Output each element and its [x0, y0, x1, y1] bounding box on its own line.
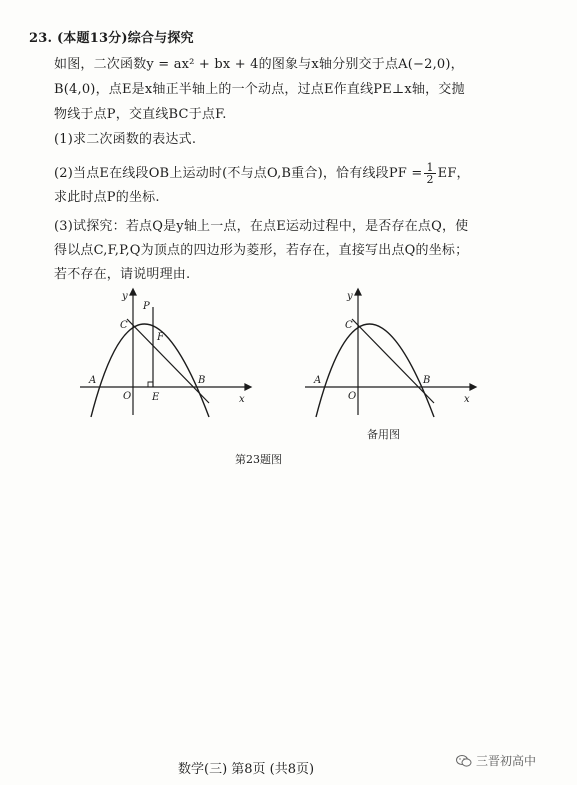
page-footer: 数学(三) 第8页 (共8页) — [178, 762, 315, 777]
label-y: y — [122, 291, 128, 302]
label-b: B — [198, 375, 206, 386]
question-part1: (1)求二次函数的表达式. — [54, 132, 197, 147]
label-o: O — [123, 391, 132, 402]
label-o: O — [348, 391, 357, 402]
fraction-denominator: 2 — [426, 173, 434, 186]
watermark — [456, 752, 536, 769]
question-part2-line2: 求此时点P的坐标. — [54, 190, 160, 205]
y-axis-arrow — [355, 289, 361, 295]
label-e: E — [152, 392, 160, 403]
wechat-icon — [456, 754, 472, 768]
question-intro-line3: 物线于点P，交直线BC于点F. — [54, 107, 227, 122]
right-angle-mark — [148, 382, 153, 387]
x-axis-arrow — [245, 384, 251, 390]
question-header: 23. (本题13分)综合与探究 — [29, 31, 194, 46]
y-axis-arrow — [130, 289, 136, 295]
x-axis-arrow — [470, 384, 476, 390]
label-p: P — [143, 301, 150, 312]
question-part3-line2: 得以点C,F,P,Q为顶点的四边形为菱形，若存在，直接写出点Q的坐标； — [54, 243, 469, 258]
question-intro-line2: B(4,0)，点E是x轴正半轴上的一个动点，过点E作直线PE⊥x轴，交抛 — [54, 82, 465, 97]
line-bc — [127, 319, 209, 403]
label-a: A — [89, 375, 97, 386]
label-f: F — [157, 332, 164, 343]
parabola-curve — [91, 324, 209, 417]
label-x: x — [464, 394, 470, 405]
label-a: A — [314, 375, 322, 386]
question-part3-line1: (3)试探究：若点Q是y轴上一点，在点E运动过程中，是否存在点Q，使 — [54, 219, 469, 234]
question-intro-line1: 如图，二次函数y = ax² + bx + 4的图象与x轴分别交于点A(−2,0)， — [54, 57, 464, 72]
part2-text-after: EF， — [437, 166, 470, 181]
part2-fraction — [424, 162, 435, 185]
label-y: y — [347, 291, 353, 302]
label-c: C — [120, 320, 128, 331]
watermark-text: 三晋初高中 — [476, 754, 537, 768]
fraction-numerator: 1 — [426, 161, 434, 174]
label-b: B — [423, 375, 431, 386]
part2-text-before: (2)当点E在线段OB上运动时(不与点O,B重合)，恰有线段PF = — [54, 166, 423, 181]
spare-figure — [300, 285, 490, 420]
main-figure — [75, 285, 265, 420]
parabola-curve — [316, 324, 434, 417]
question-part2 — [54, 162, 470, 185]
figure-caption: 第23题图 — [235, 453, 282, 466]
question-part3-line3: 若不存在，请说明理由. — [54, 267, 191, 282]
label-x: x — [239, 394, 245, 405]
line-bc — [352, 319, 434, 403]
label-c: C — [345, 320, 353, 331]
spare-figure-caption: 备用图 — [367, 428, 400, 441]
